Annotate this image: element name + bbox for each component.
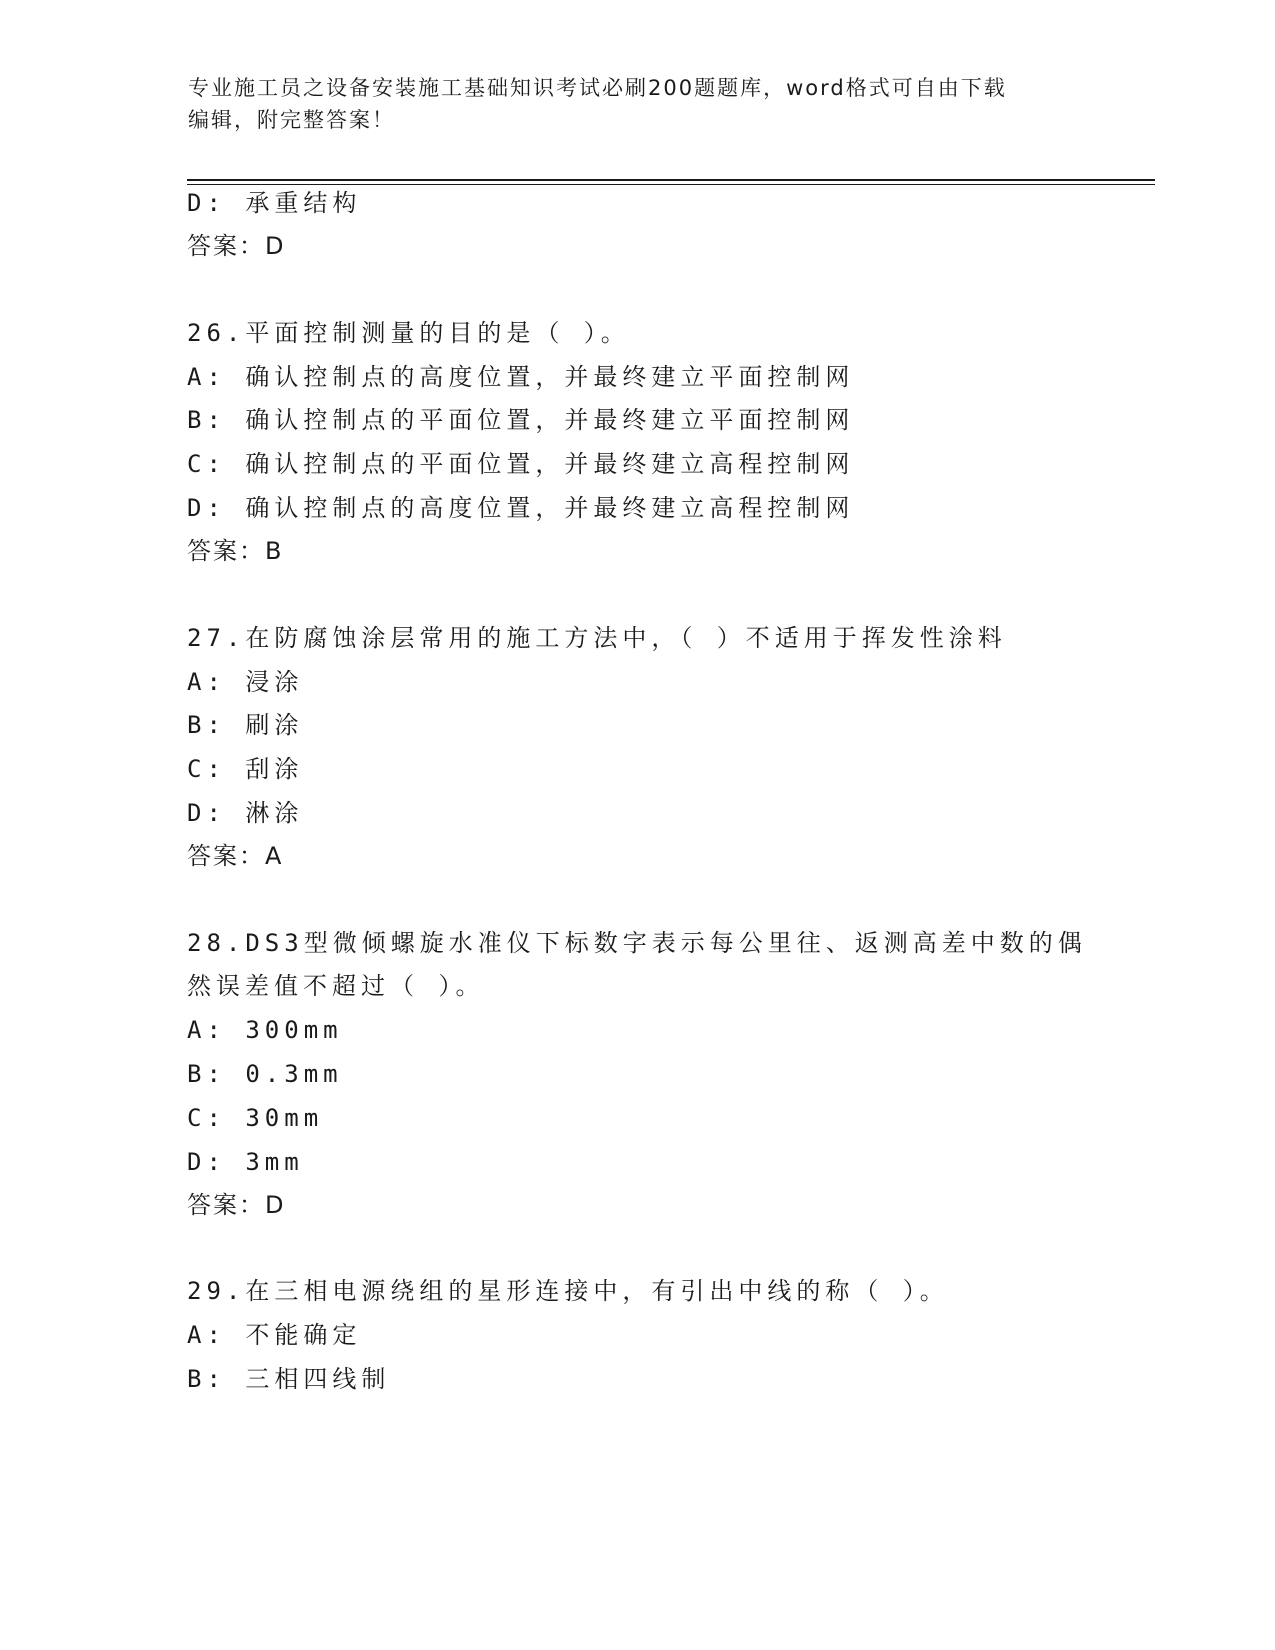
question-29-option-a: A: 不能确定	[187, 1321, 362, 1349]
question-28-stem-line-2: 然误差值不超过（ ）。	[187, 972, 485, 1000]
header-divider-thin	[187, 184, 1155, 185]
question-26-option-b: B: 确认控制点的平面位置，并最终建立平面控制网	[187, 406, 855, 434]
question-29-option-b: B: 三相四线制	[187, 1365, 391, 1393]
question-28-stem-line-1: 28.DS3型微倾螺旋水准仪下标数字表示每公里往、返测高差中数的偶	[187, 929, 1087, 957]
question-29-stem: 29.在三相电源绕组的星形连接中，有引出中线的称（ ）。	[187, 1277, 949, 1305]
answer-label: 答案：D	[187, 232, 286, 260]
question-27-option-d: D: 淋涂	[187, 799, 304, 827]
header-title-line-1: 专业施工员之设备安装施工基础知识考试必刷200题题库，word格式可自由下载	[188, 76, 1007, 100]
question-26-stem: 26.平面控制测量的目的是（ ）。	[187, 319, 630, 347]
question-28-answer: 答案：D	[187, 1191, 286, 1219]
question-28-option-d: D: 3mm	[187, 1148, 304, 1176]
question-28-option-b: B: 0.3mm	[187, 1060, 343, 1088]
question-26-option-a: A: 确认控制点的高度位置，并最终建立平面控制网	[187, 363, 855, 391]
question-26-option-c: C: 确认控制点的平面位置，并最终建立高程控制网	[187, 450, 855, 478]
question-28-option-c: C: 30mm	[187, 1104, 324, 1132]
question-28-option-a: A: 300mm	[187, 1016, 343, 1044]
question-27-answer: 答案：A	[187, 842, 284, 870]
header-divider-thick	[187, 179, 1155, 181]
option-d: D: 承重结构	[187, 189, 362, 217]
question-26-answer: 答案：B	[187, 537, 284, 565]
question-27-option-c: C: 刮涂	[187, 755, 304, 783]
question-27-option-a: A: 浸涂	[187, 668, 304, 696]
header-title-line-2: 编辑，附完整答案！	[188, 108, 395, 132]
question-27-stem: 27.在防腐蚀涂层常用的施工方法中，（ ）不适用于挥发性涂料	[187, 624, 1007, 652]
question-26-option-d: D: 确认控制点的高度位置，并最终建立高程控制网	[187, 494, 855, 522]
question-27-option-b: B: 刷涂	[187, 711, 304, 739]
document-header	[188, 72, 1088, 136]
